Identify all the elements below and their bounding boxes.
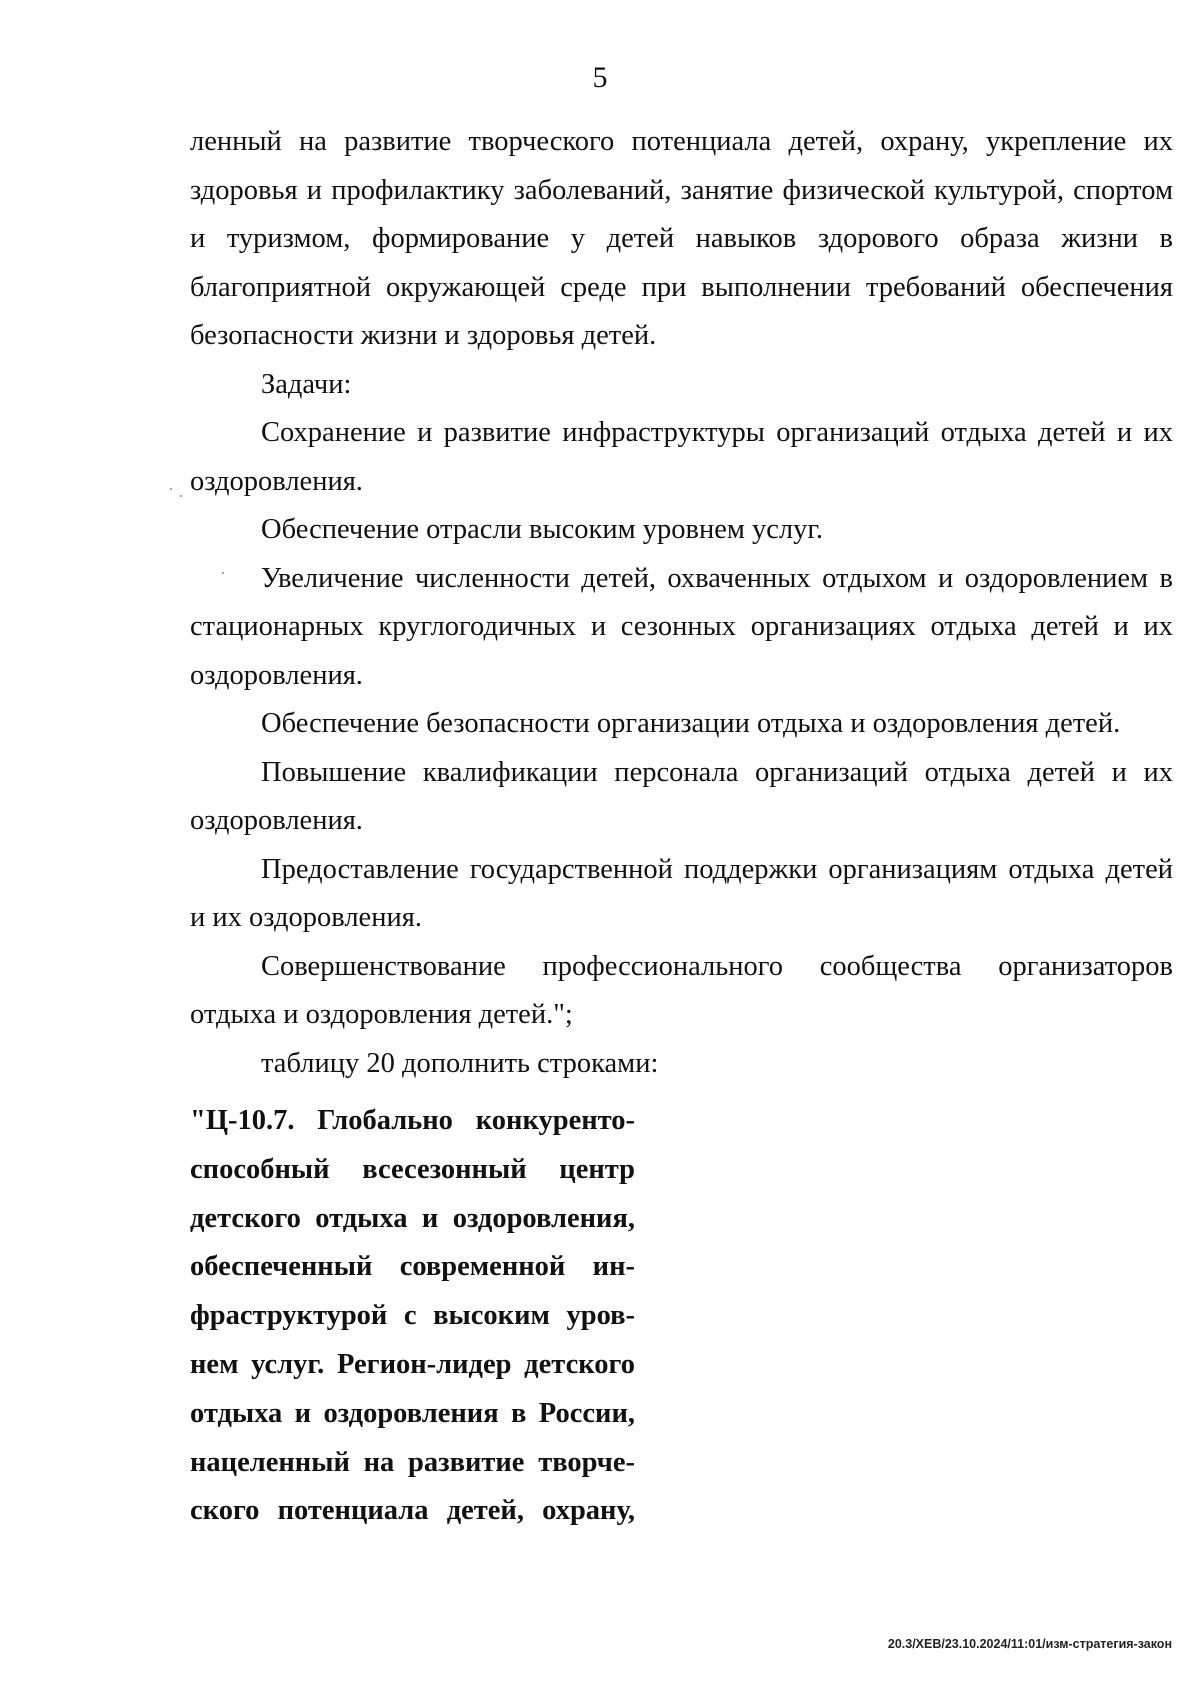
table-row-line: детского отдыха и оздоровления,	[190, 1202, 635, 1234]
document-footer-code: 20.3/ХЕВ/23.10.2024/11:01/изм-стратегия-закон	[887, 1637, 1172, 1651]
table-row-line: ского потенциала детей, охрану,	[190, 1495, 635, 1527]
task-staff-qualification: Повышение квалификации персонала организаций отдыха детей и их оздоровления.	[190, 756, 1173, 836]
task-infrastructure: Сохранение и развитие инфраструктуры организаций отдыха детей и их оздоровления.	[190, 417, 1173, 497]
page-number: 5	[592, 61, 608, 94]
task-safety: Обеспечение безопасности организации отдыха и оздоровления детей.	[261, 708, 1121, 739]
table-row-line: способный всесезонный центр	[190, 1153, 635, 1185]
table-row-line: обеспеченный современной ин-	[190, 1251, 635, 1283]
task-professional-community: Совершенствование профессионального сообщества организаторов отдыха и оздоровления детей.";	[190, 950, 1173, 1030]
table-row-line: нем услуг. Регион-лидер детского	[190, 1348, 635, 1380]
paragraph-continuation: ленный на развитие творческого потенциала детей, охрану, укрепление их здоровья и профилактику заболеваний, занятие физической культурой, спортом и туризмом, формирование у детей навыков здорового образа жизни в благоприятной окружающей среде при выполнении требований обеспечения безопасности жизни и здоровья детей.	[190, 126, 1173, 351]
task-state-support: Предоставление государственной поддержки организациям отдыха детей и их оздоровления.	[190, 853, 1173, 933]
scan-speck	[222, 572, 224, 574]
task-service-level: Обеспечение отрасли высоким уровнем услуг.	[261, 514, 823, 545]
table-row-goal-text	[190, 1097, 635, 1536]
document-body	[190, 118, 1173, 1088]
task-children-coverage: Увеличение численности детей, охваченных отдыхом и оздоровлением в стационарных круглогодичных и сезонных организациях отдыха детей и их оздоровления.	[190, 562, 1173, 691]
table-row-line: "Ц-10.7. Глобально конкуренто-	[190, 1105, 635, 1136]
scan-speck	[180, 495, 182, 497]
table-row-line: отдыха и оздоровления в России,	[190, 1397, 635, 1429]
scan-speck	[170, 488, 172, 490]
tasks-heading: Задачи:	[261, 368, 352, 400]
table-row-line: фраструктурой с высоким уров-	[190, 1300, 635, 1332]
table-instruction: таблицу 20 дополнить строками:	[261, 1047, 659, 1079]
table-row-line: нацеленный на развитие творче-	[190, 1446, 635, 1478]
